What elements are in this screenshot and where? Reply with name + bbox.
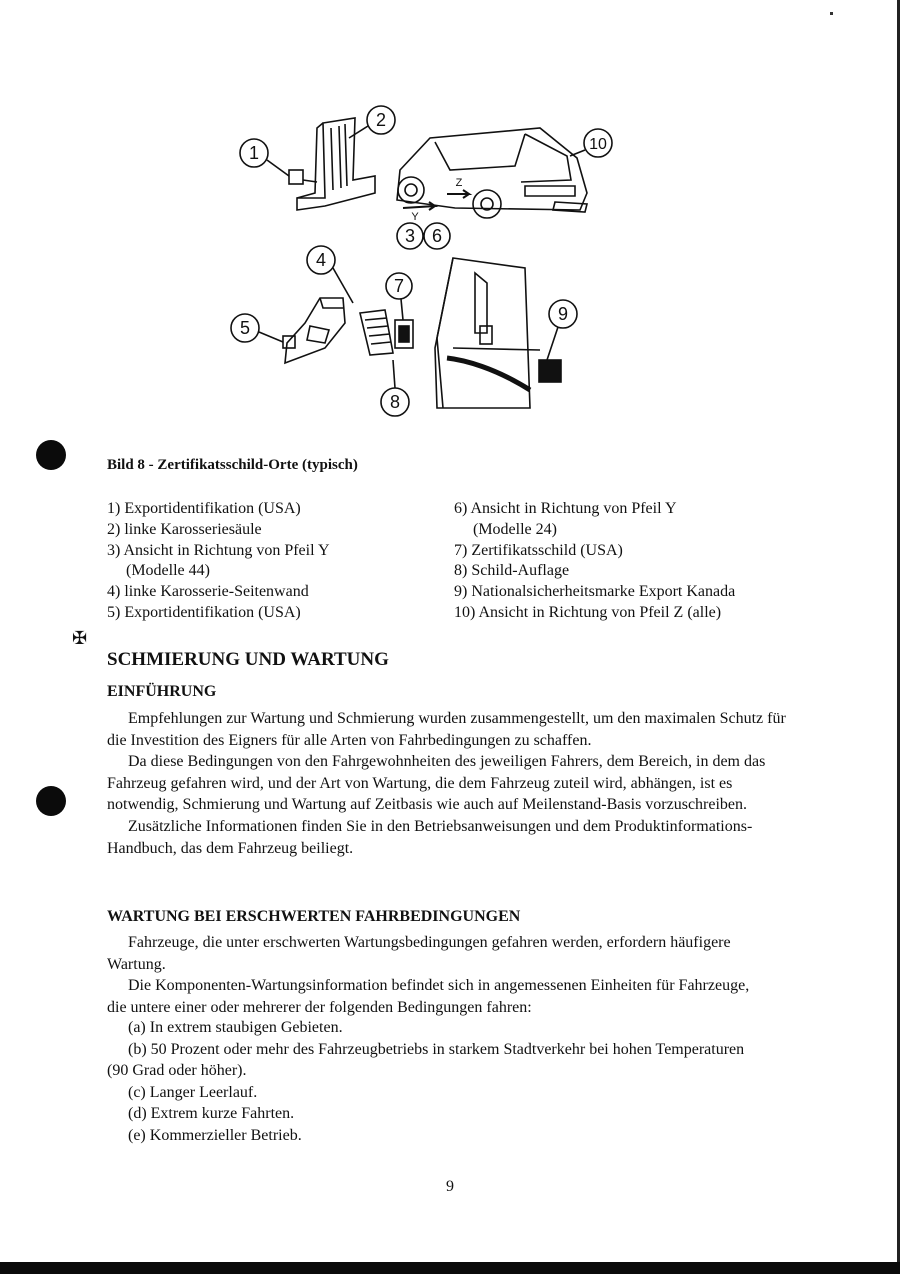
paragraph: Die Komponenten-Wartungsinformation befindet sich in angemessenen Einheiten für Fahrzeuge, die untere einer oder mehrerer der folgenden Bedingungen fahren: xyxy=(107,977,750,1016)
callout-label: 3 xyxy=(404,226,416,246)
callout-label: 4 xyxy=(315,250,327,270)
punch-hole xyxy=(36,440,66,470)
punch-hole xyxy=(36,786,66,816)
legend-item: 8) Schild-Auflage xyxy=(454,562,570,580)
legend-item: 4) linke Karosserie-Seitenwand xyxy=(107,583,309,601)
legend-item: (Modelle 44) xyxy=(126,562,210,580)
condition-item: (c) Langer Leerlauf. xyxy=(128,1083,258,1101)
callout-label: 10 xyxy=(589,136,607,153)
legend-item: 3) Ansicht in Richtung von Pfeil Y xyxy=(107,541,330,559)
certification-label-locations-figure xyxy=(225,98,645,428)
legend-item: 10) Ansicht in Richtung von Pfeil Z (alle) xyxy=(454,603,722,621)
callout-label: 5 xyxy=(239,318,251,338)
figure-legend-right xyxy=(454,499,735,624)
condition-item: (b) 50 Prozent oder mehr des Fahrzeugbetriebs in starkem Stadtverkehr bei hohen Temperaturen (90 Grad oder höher). xyxy=(107,1040,745,1080)
paragraph: Fahrzeuge, die unter erschwerten Wartungsbedingungen gefahren werden, erfordern häufigere Wartung. xyxy=(107,934,731,973)
intro-text xyxy=(107,708,807,859)
legend-item: 1) Exportidentifikation (USA) xyxy=(107,500,301,517)
intro-heading: EINFÜHRUNG xyxy=(107,683,217,700)
callout-label: 7 xyxy=(393,276,405,296)
arrow-label: Z xyxy=(455,177,463,189)
callout-label: 9 xyxy=(557,304,569,324)
paragraph: Empfehlungen zur Wartung und Schmierung wurden zusammengestellt, um den maximalen Schutz für die Investition des Eigners für alle Arten von Fahrbedingungen zu schaffen. xyxy=(107,710,786,749)
severe-conditions-heading: WARTUNG BEI ERSCHWERTEN FAHRBEDINGUNGEN xyxy=(107,908,521,925)
section-title: SCHMIERUNG UND WARTUNG xyxy=(107,649,389,670)
door-panel-drawing xyxy=(435,258,561,408)
severe-conditions-text xyxy=(107,932,767,1018)
scan-edge xyxy=(0,1262,900,1274)
callout-label: 1 xyxy=(248,143,260,163)
condition-item: (a) In extrem staubigen Gebieten. xyxy=(128,1019,343,1036)
conditions-list xyxy=(107,1017,747,1147)
legend-item: 2) linke Karosseriesäule xyxy=(107,520,262,538)
figure-legend-left xyxy=(107,499,330,624)
margin-mark: ✠ xyxy=(72,628,88,648)
paragraph: Da diese Bedingungen von den Fahrgewohnheiten des jeweiligen Fahrers, dem Bereich, in dem das Fahrzeug gefahren wird, und der Art von Wartung, die dem Fahrzeug zuteil wird, abhängen, ist es notwendig, Schmierung und Wartung auf Zeitbasis wie auch auf Meilenstand-Basis vorzuschreiben. xyxy=(107,753,766,814)
callout-label: 6 xyxy=(431,226,443,246)
figure-caption: Bild 8 - Zertifikatsschild-Orte (typisch) xyxy=(107,457,358,473)
legend-item: 5) Exportidentifikation (USA) xyxy=(107,603,301,621)
car-drawing xyxy=(397,128,587,218)
scan-speck xyxy=(830,12,833,15)
legend-item: 9) Nationalsicherheitsmarke Export Kanada xyxy=(454,583,736,601)
paragraph: Zusätzliche Informationen finden Sie in den Betriebsanweisungen und dem Produktinformations-Handbuch, das dem Fahrzeug beiliegt. xyxy=(107,817,753,857)
body-pillar-drawing xyxy=(289,118,375,210)
condition-item: (d) Extrem kurze Fahrten. xyxy=(128,1105,295,1123)
legend-item: 6) Ansicht in Richtung von Pfeil Y xyxy=(454,500,677,517)
callout-label: 8 xyxy=(389,392,401,412)
label-drawing xyxy=(360,310,413,355)
page-number: 9 xyxy=(446,1178,454,1195)
callout-label: 2 xyxy=(375,110,387,130)
arrow-label: Y xyxy=(411,211,419,223)
condition-item: (e) Kommerzieller Betrieb. xyxy=(128,1126,302,1144)
legend-item: (Modelle 24) xyxy=(473,520,557,538)
side-panel-drawing xyxy=(283,298,345,363)
legend-item: 7) Zertifikatsschild (USA) xyxy=(454,541,623,559)
